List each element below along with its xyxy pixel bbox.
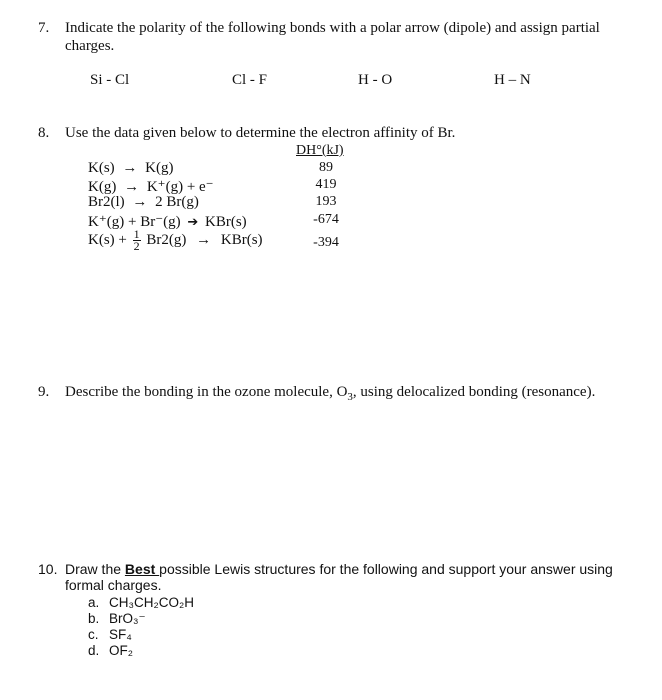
item-formula: OF₂: [109, 643, 133, 658]
reaction-left: K(s): [88, 160, 115, 176]
one-half-fraction: [133, 229, 141, 252]
reaction-left: K(g): [88, 179, 117, 195]
q10-text-pre: Draw the: [65, 561, 125, 577]
q10-text-line2: formal charges.: [65, 577, 162, 593]
reaction-value-2: 419: [315, 177, 337, 192]
bond-h-n: H – N: [494, 72, 531, 88]
item-letter: a.: [88, 595, 100, 610]
q7-text-line2: charges.: [65, 38, 115, 54]
item-letter: d.: [88, 643, 100, 658]
reaction-row-1: [88, 160, 174, 177]
reaction-right: 2 Br(g): [155, 194, 199, 210]
item-formula: BrO₃⁻: [109, 611, 146, 626]
reaction-value-4: -674: [313, 212, 339, 227]
arrow-icon: →: [196, 231, 212, 248]
item-letter: b.: [88, 611, 100, 626]
q7-text-line1: Indicate the polarity of the following bonds with a polar arrow (dipole) and assign partial: [65, 20, 600, 36]
reaction-row-5: [88, 229, 263, 252]
reaction-right: K⁺(g) + e⁻: [146, 179, 214, 195]
q7-number: 7.: [38, 20, 50, 36]
arrow-icon: →: [122, 160, 138, 176]
reaction-row-3: [88, 194, 199, 211]
reaction-right: K(g): [145, 160, 174, 176]
arrow-icon: →: [124, 179, 140, 195]
reaction-value-5: -394: [313, 235, 339, 250]
arrow-icon: →: [132, 194, 148, 210]
q9-subscript: 3: [347, 391, 353, 403]
item-letter: c.: [88, 627, 99, 642]
list-item: [88, 627, 132, 642]
reaction-value-1: 89: [319, 160, 333, 175]
bond-cl-f: Cl - F: [232, 72, 268, 88]
item-formula: CH₃CH₂CO₂H: [109, 595, 194, 610]
bond-si-cl: Si - Cl: [90, 72, 130, 88]
q10-text-emph: Best: [124, 561, 160, 577]
reaction-left: K⁺(g) + Br⁻(g): [88, 214, 181, 230]
list-item: [88, 611, 146, 627]
fraction-numerator: 1: [133, 227, 140, 241]
dh-column-header: DH°(kJ): [296, 143, 344, 158]
reaction-left: Br2(l): [88, 194, 125, 210]
q10-text-post: possible Lewis structures for the following and support your answer using: [159, 561, 613, 577]
reaction-left-2: Br2(g): [146, 231, 187, 248]
fraction-denominator: 2: [133, 239, 140, 253]
reaction-value-3: 193: [315, 194, 337, 209]
item-formula: SF₄: [109, 627, 132, 642]
reaction-right: KBr(s): [220, 231, 263, 248]
q8-text: Use the data given below to determine the electron affinity of Br.: [65, 125, 456, 141]
q9-number: 9.: [38, 384, 50, 400]
reaction-right: KBr(s): [205, 214, 247, 230]
bond-h-o: H - O: [358, 72, 393, 88]
q9-text-before: Describe the bonding in the ozone molecule, O: [65, 384, 348, 400]
q9-text-after: , using delocalized bonding (resonance).: [352, 384, 596, 400]
list-item: [88, 595, 194, 610]
q8-number: 8.: [38, 125, 50, 141]
list-item: [88, 643, 133, 658]
q9-text: [65, 384, 595, 403]
q10-number: 10.: [38, 561, 58, 577]
q10-text-line1: [65, 561, 613, 577]
bold-arrow-icon: ➔: [187, 214, 199, 229]
reaction-left: K(s) +: [88, 231, 127, 248]
